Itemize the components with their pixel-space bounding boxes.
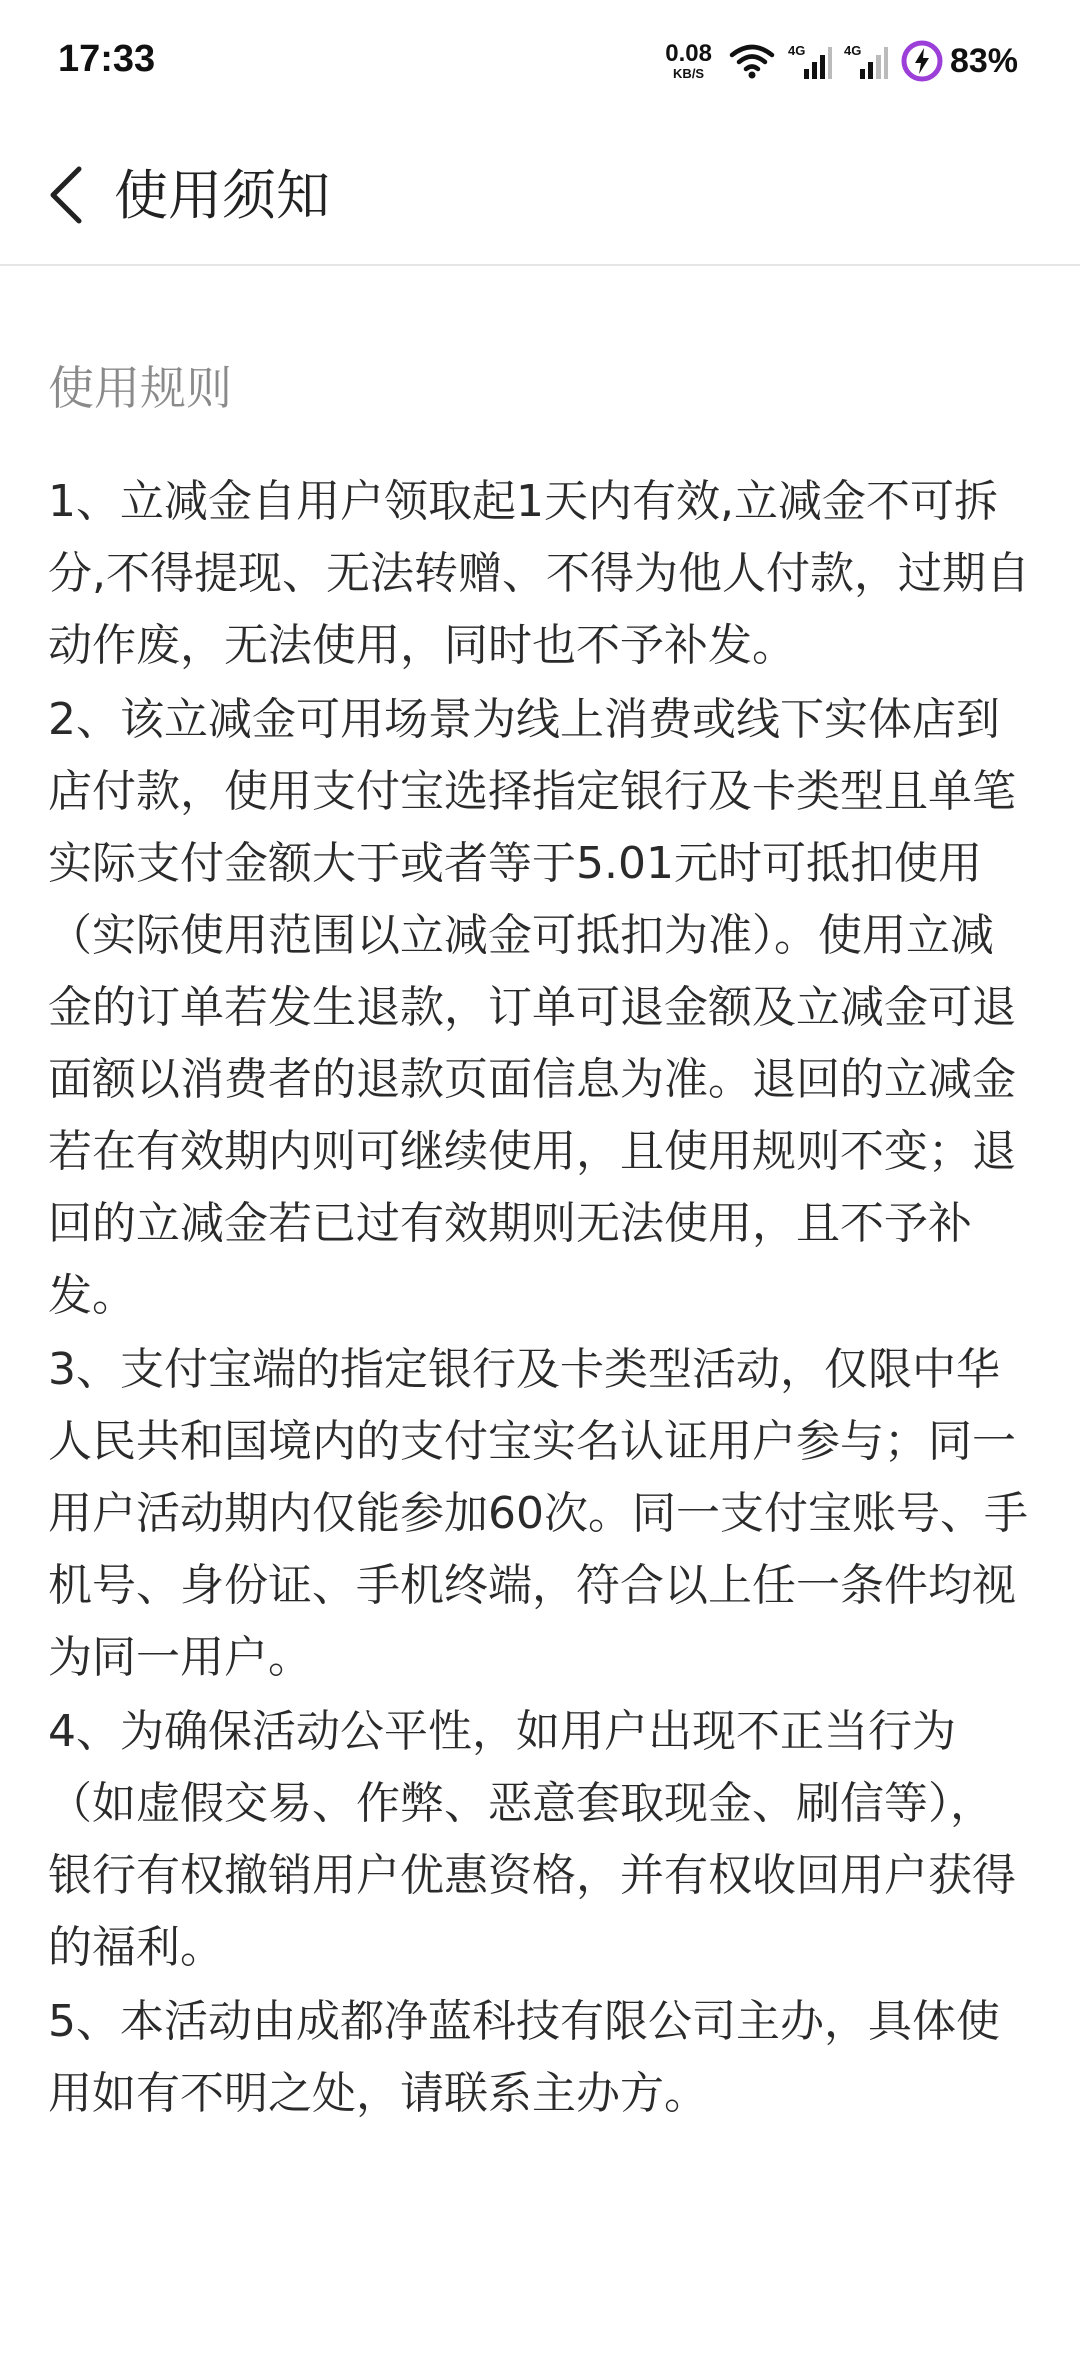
section-title: 使用规则 <box>48 361 232 415</box>
battery-indicator <box>900 39 1018 83</box>
back-button[interactable] <box>30 160 100 230</box>
page-title: 使用须知 <box>114 164 330 227</box>
signal-4g-icon <box>788 41 832 81</box>
rule-item-4: 4、为确保活动公平性，如用户出现不正当行为（如虚假交易、作弊、恶意套取现金、刷信等），银行有权撤销用户优惠资格，并有权收回用户获得的福利。 <box>48 1706 1016 1973</box>
status-bar <box>0 0 1080 126</box>
rule-item-3: 3、支付宝端的指定银行及卡类型活动，仅限中华人民共和国境内的支付宝实名认证用户参与；同一用户活动期内仅能参加60次。同一支付宝账号、手机号、身份证、手机终端，符合以上任一条件均视为同一用户。 <box>48 1344 1028 1683</box>
rule-item-1: 1、立减金自用户领取起1天内有效,立减金不可拆分,不得提现、无法转赠、不得为他人付款，过期自动作废，无法使用，同时也不予补发。 <box>48 476 1030 671</box>
chevron-left-icon <box>45 165 85 225</box>
signal-1-label: 4G <box>787 43 806 58</box>
status-time: 17:33 <box>58 38 156 80</box>
rule-item-5: 5、本活动由成都净蓝科技有限公司主办，具体使用如有不明之处，请联系主办方。 <box>48 1996 1000 2119</box>
status-icons <box>665 36 1018 86</box>
rule-item-2: 2、该立减金可用场景为线上消费或线下实体店到店付款，使用支付宝选择指定银行及卡类型且单笔实际支付金额大于或者等于5.01元时可抵扣使用（实际使用范围以立减金可抵扣为准）。使用立减金的订单若发生退款，订单可退金额及立减金可退面额以消费者的退款页面信息为准。退回的立减金若在有效期内则可继续使用，且使用规则不变；退回的立减金若已过有效期则无法使用，且不予补发。 <box>48 694 1016 1321</box>
wifi-icon <box>728 43 776 79</box>
signal-2-label: 4G <box>843 43 862 58</box>
rules-list <box>48 466 1032 2130</box>
network-speed-value: 0.08 <box>665 40 712 67</box>
app-header <box>0 126 1080 266</box>
signal-4g-icon <box>844 41 888 81</box>
network-speed-unit: KB/S <box>673 66 705 81</box>
battery-charging-icon <box>900 39 944 83</box>
network-speed <box>665 42 712 80</box>
rules-content <box>0 266 1080 2132</box>
battery-percent: 83% <box>949 41 1018 80</box>
